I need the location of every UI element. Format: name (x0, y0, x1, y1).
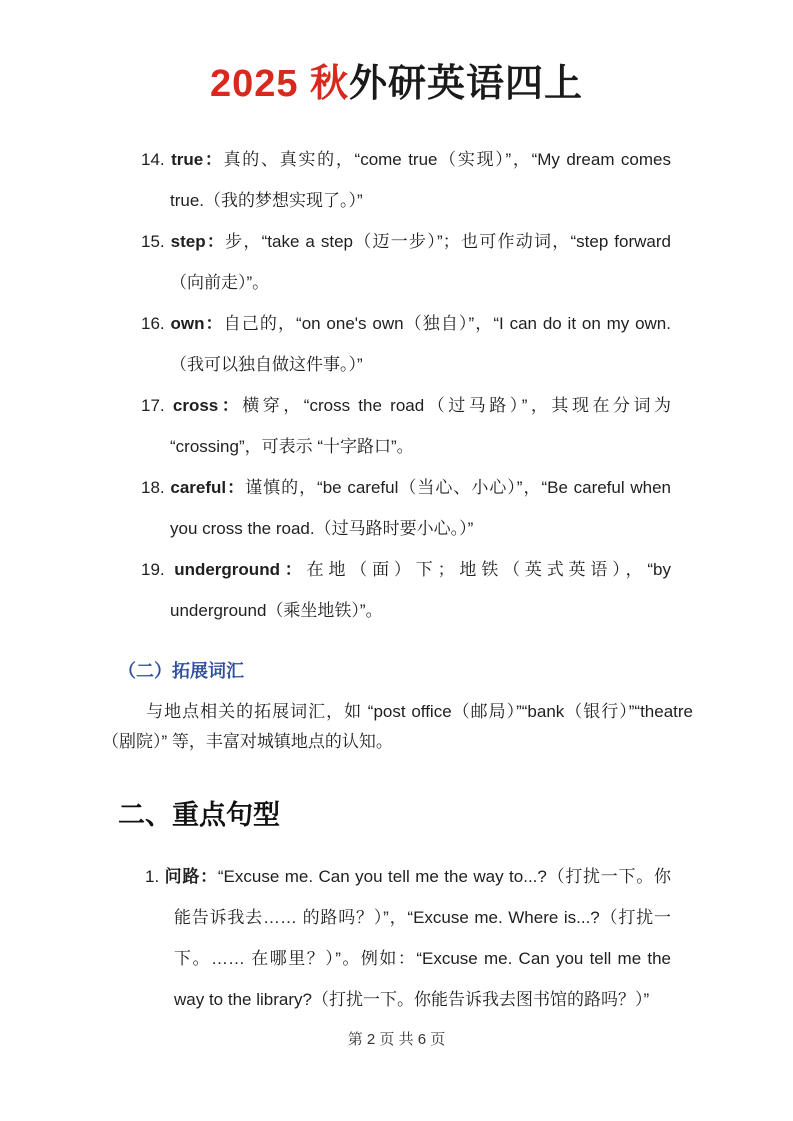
item-term: own： (170, 314, 224, 333)
item-body: 步，“take a step（迈一步）”；也可作动词，“step forward（向前走）”。 (170, 232, 671, 292)
doc-title (0, 52, 793, 107)
doc-title-highlight: 2025 秋 (209, 63, 350, 105)
item-number: 14. (141, 150, 165, 169)
item-number: 19. (141, 560, 165, 579)
item-number: 17. (141, 396, 165, 415)
vocab-item-cross (141, 385, 671, 467)
item-number: 16. (141, 314, 165, 333)
item-term: careful： (170, 478, 246, 497)
item-body: 横穿，“cross the road（过马路）”，其现在分词为 “crossing”，可表示 “十字路口”。 (170, 396, 671, 456)
vocab-item-true (141, 139, 671, 221)
item-body: 谨慎的，“be careful（当心、小心）”，“Be careful when you cross the road.（过马路时要小心。）” (170, 478, 671, 538)
vocab-item-step (141, 221, 671, 303)
vocab-item-careful (141, 467, 671, 549)
item-body: 自己的，“on one's own（独自）”，“I can do it on my own.（我可以独自做这件事。）” (170, 314, 671, 374)
item-term: cross： (172, 396, 243, 415)
vocab-item-underground (141, 549, 671, 631)
pattern-item-asking-the-way (145, 856, 671, 1020)
vocab-list (141, 139, 671, 631)
key-sentence-patterns-heading: 二、重点句型 (118, 800, 280, 830)
item-term: 问路： (164, 867, 218, 886)
page-number-footer: 第 2 页 共 6 页 (347, 1031, 446, 1048)
expansion-vocab-paragraph: 与地点相关的拓展词汇，如 “post office（邮局）”“bank（银行）”“theatre（剧院）” 等，丰富对城镇地点的认知。 (102, 702, 693, 751)
sentence-pattern-list (145, 856, 671, 1020)
item-body: 真的、真实的，“come true（实现）”，“My dream comes true.（我的梦想实现了。）” (170, 150, 671, 210)
item-number: 18. (141, 478, 165, 497)
expansion-vocab-heading: （二）拓展词汇 (118, 661, 244, 681)
doc-title-rest: 外研英语四上 (349, 63, 584, 105)
vocab-item-own (141, 303, 671, 385)
item-term: underground： (174, 560, 307, 579)
item-term: step： (170, 232, 226, 251)
item-body: “Excuse me. Can you tell me the way to...?（打扰一下。你能告诉我去…… 的路吗？）”，“Excuse me. Where is...?（打扰一下。…… 在哪里？）”。例如：“Excuse me. Can you tell me the way to the library?（打扰一下。你能告诉我去图书馆的路吗？）” (174, 867, 671, 1009)
item-number: 1. (145, 867, 160, 886)
item-term: true： (171, 150, 224, 169)
item-number: 15. (141, 232, 165, 251)
item-body: 在地（面）下；地铁（英式英语），“by underground（乘坐地铁）”。 (170, 560, 671, 620)
